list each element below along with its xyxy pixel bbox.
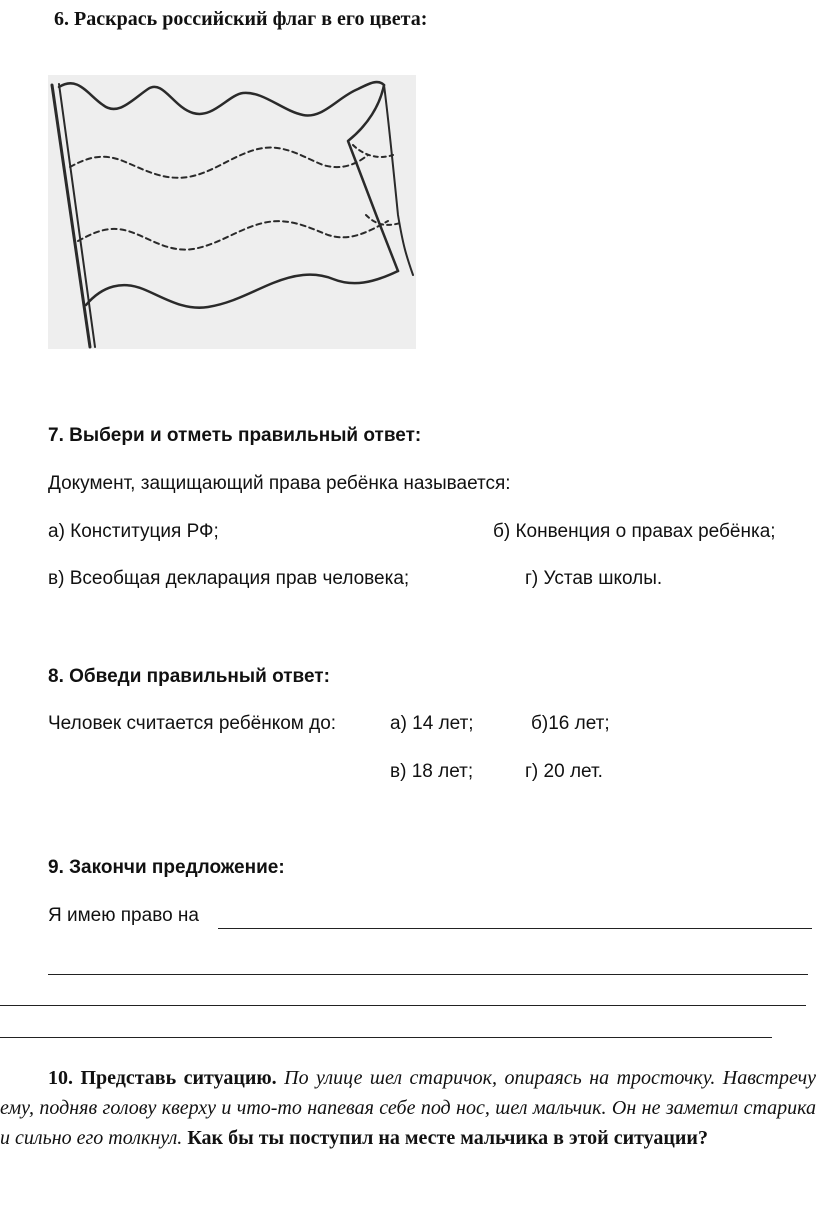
- flag-outline-icon: [48, 75, 416, 349]
- task7-option-d[interactable]: г) Устав школы.: [525, 568, 663, 589]
- task8-option-d[interactable]: г) 20 лет.: [525, 761, 603, 782]
- task7-question: Документ, защищающий права ребёнка называется:: [48, 473, 511, 494]
- task8-option-b[interactable]: б)16 лет;: [531, 713, 610, 734]
- task10-title: 10. Представь ситуацию.: [48, 1067, 277, 1089]
- task9-title: 9. Закончи предложение:: [48, 857, 285, 878]
- task6-title: 6. Раскрась российский флаг в его цвета:: [54, 8, 428, 30]
- task7-option-b[interactable]: б) Конвенция о правах ребёнка;: [493, 521, 776, 542]
- task8-question: Человек считается ребёнком до:: [48, 713, 337, 734]
- task8-option-c[interactable]: в) 18 лет;: [390, 761, 474, 782]
- task10-situation: По улице шел старичок, опираясь на тросточку. Навстречу ему, подняв голову кверху и что-то напевая себе под нос, шел мальчик. Он не заметил старика и сильно его толкнул.: [0, 1067, 816, 1149]
- answer-line-4[interactable]: [0, 1037, 772, 1038]
- task8-title: 8. Обведи правильный ответ:: [48, 666, 330, 687]
- task8-option-a[interactable]: а) 14 лет;: [390, 713, 474, 734]
- task10-question: Как бы ты поступил на месте мальчика в этой ситуации?: [187, 1127, 708, 1149]
- task7-title: 7. Выбери и отметь правильный ответ:: [48, 425, 422, 446]
- task7-option-a[interactable]: а) Конституция РФ;: [48, 521, 219, 542]
- task10-paragraph: [0, 1063, 816, 1153]
- flag-drawing[interactable]: [48, 75, 416, 349]
- answer-line-1[interactable]: [218, 928, 812, 929]
- answer-line-2[interactable]: [48, 974, 808, 975]
- task7-option-c[interactable]: в) Всеобщая декларация прав человека;: [48, 568, 410, 589]
- answer-line-3[interactable]: [0, 1005, 806, 1006]
- task9-prompt: Я имею право на: [48, 905, 199, 926]
